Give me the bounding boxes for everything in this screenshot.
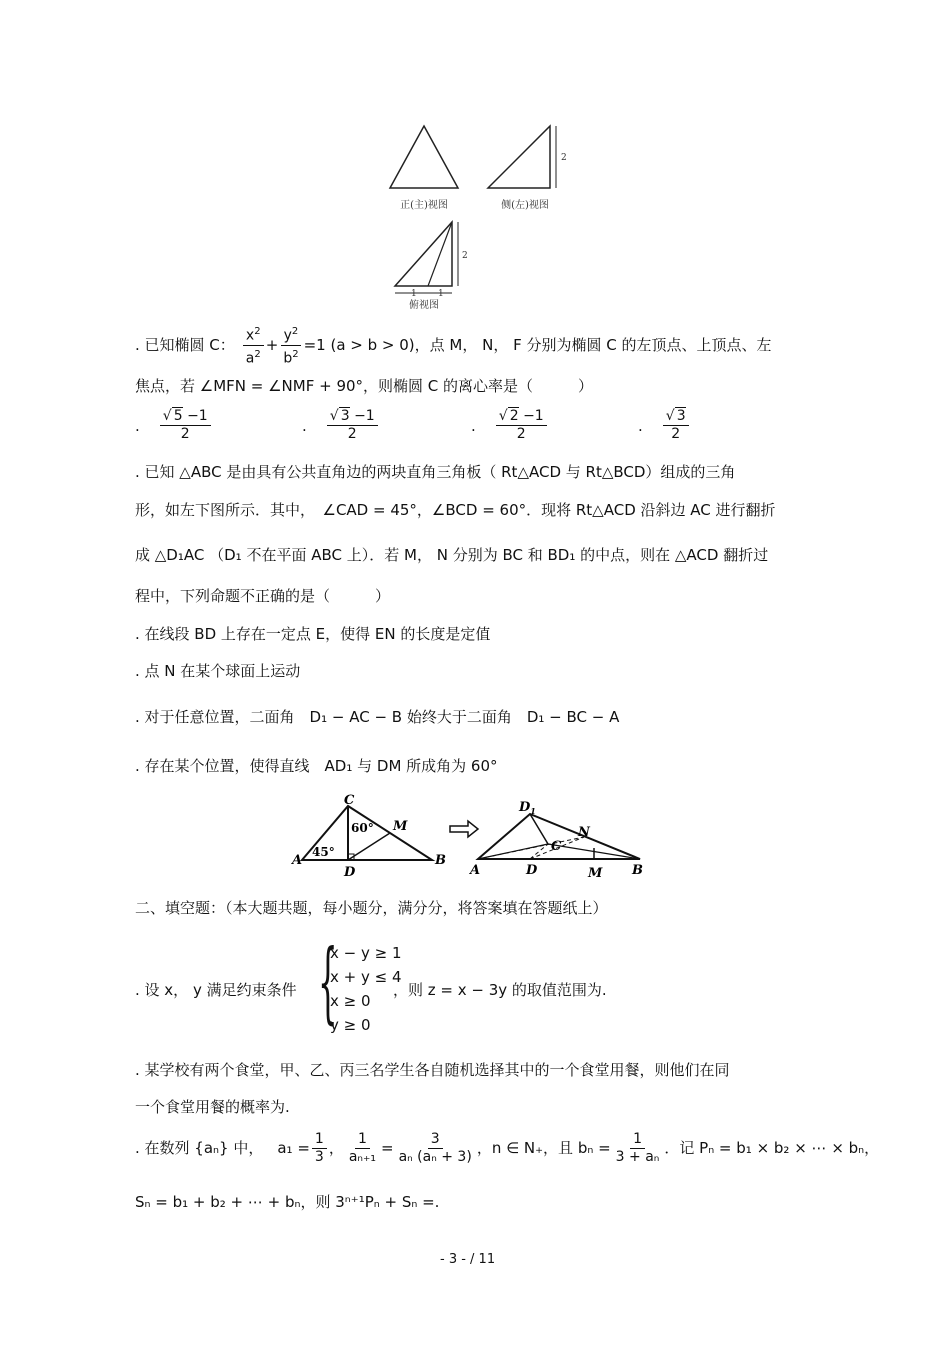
ellipse-question-line1 xyxy=(135,325,772,367)
fold-question-line4: 程中，下列命题不正确的是（ ） xyxy=(135,587,391,605)
ellipse-question-lead: . 已知椭圆 C： xyxy=(135,336,235,354)
label-b: B xyxy=(435,853,446,868)
label-a2: A xyxy=(470,863,481,878)
label-c2: C xyxy=(551,839,562,854)
sequence-lead: . 在数列 {aₙ} 中， xyxy=(135,1139,264,1157)
sequence-question-line2: Sₙ = b₁ + b₂ + ⋯ + bₙ，则 3ⁿ⁺¹Pₙ + Sₙ =. xyxy=(135,1193,440,1211)
label-n2: N xyxy=(578,825,590,840)
top-view-right-dimension: 1 xyxy=(438,289,444,299)
sequence-tail: ．记 Pₙ = b₁ × b₂ × ⋯ × bₙ， xyxy=(664,1139,880,1157)
section-2-heading: 二、填空题：（本大题共题，每小题分，满分分，将答案填在答题纸上） xyxy=(135,899,608,917)
top-view-vertical-dimension: 2 xyxy=(462,251,468,261)
folding-figure xyxy=(290,792,660,882)
angle-60-label: 60° xyxy=(351,821,374,835)
fold-option-a: . 在线段 BD 上存在一定点 E，使得 EN 的长度是定值 xyxy=(135,625,491,643)
side-view-label: 侧(左)视图 xyxy=(501,200,549,211)
constraint-2: x + y ≤ 4 xyxy=(330,968,402,986)
label-b2: B xyxy=(632,863,643,878)
front-view-label: 正(主)视图 xyxy=(400,200,448,211)
fold-question-line1: . 已知 △ABC 是由具有公共直角边的两块直角三角板（ Rt△ACD 与 Rt△BCD）组成的三角 xyxy=(135,463,736,481)
sequence-question-line1: . 在数列 {aₙ} 中， a₁ = $\frac{1}{3}$ ， $\frac{1}{\text{aₙ₊₁}}$ = $\frac{3}{\text{aₙ (aₙ + 3)}}$ ，n ∈ N₊，且 bₙ = $\frac{1}{\text{3 + aₙ}}$ ．记 Pₙ = b₁ × b₂ × ⋯ × bₙ， xyxy=(135,1130,880,1165)
fold-option-c: . 对于任意位置，二面角 D₁ − AC − B 始终大于二面角 D₁ − BC − A xyxy=(135,708,620,726)
canteen-question-line2: 一个食堂用餐的概率为. xyxy=(135,1098,290,1116)
side-view-triangle xyxy=(488,126,550,188)
constraint-4: y ≥ 0 xyxy=(330,1016,371,1034)
ellipse-question-line2: 焦点，若 ∠MFN = ∠NMF + 90°，则椭圆 C 的离心率是（ ） xyxy=(135,377,594,395)
recip-a-n-plus-1: $\frac{1}{\text{aₙ₊₁}}$ xyxy=(348,1130,376,1165)
constraint-1: x − y ≥ 1 xyxy=(330,944,402,962)
fold-question-line3: 成 △D₁AC （D₁ 不在平面 ABC 上）．若 M， N 分别为 BC 和 BD₁ 的中点，则在 △ACD 翻折过 xyxy=(135,546,769,564)
a1-label: a₁ = xyxy=(277,1139,310,1157)
ellipse-option-c: . $\frac{√ 2 -1}{2}$ xyxy=(471,408,549,443)
y-squared-over-b-squared: $\frac{y^2}{b^2}$ xyxy=(280,323,301,367)
ellipse-option-d: . $\frac{√ 3}{2}$ xyxy=(638,408,691,443)
angle-45-label: 45° xyxy=(312,845,335,859)
side-view-dimension: 2 xyxy=(561,153,567,163)
label-m2: M xyxy=(588,866,603,881)
linear-question-tail: ，则 z = x − 3y 的取值范围为. xyxy=(393,981,607,999)
ellipse-option-a: . $\frac{√ 5 -1}{2}$ xyxy=(135,408,213,443)
plus-sign: + xyxy=(265,336,279,354)
fold-question-line2: 形，如左下图所示．其中， ∠CAD = 45°，∠BCD = 60°．现将 Rt△ACD 沿斜边 AC 进行翻折 xyxy=(135,501,776,519)
label-c: C xyxy=(344,793,355,808)
label-d2: D xyxy=(526,863,538,878)
front-view-triangle xyxy=(390,126,458,188)
b-n-def: $\frac{1}{\text{3 + aₙ}}$ xyxy=(615,1130,660,1165)
label-m: M xyxy=(393,819,408,834)
fold-option-d: . 存在某个位置，使得直线 AD₁ 与 DM 所成角为 60° xyxy=(135,757,498,775)
linear-question-lead: . 设 x， y 满足约束条件 xyxy=(135,981,297,999)
label-d1: $D_1$ xyxy=(519,800,536,816)
constraint-brace: { xyxy=(318,930,338,1033)
top-view-left-dimension: 1 xyxy=(411,289,417,299)
label-d: D xyxy=(344,865,356,880)
three-view-figure xyxy=(380,118,580,313)
x-squared-over-a-squared: $\frac{x^2}{a^2}$ xyxy=(243,323,264,367)
ellipse-option-b: . $\frac{√ 3 -1}{2}$ xyxy=(302,408,380,443)
page-number: - 3 - / 11 xyxy=(440,1252,496,1267)
fold-option-b: . 点 N 在某个球面上运动 xyxy=(135,662,301,680)
recurrence-rhs: $\frac{3}{\text{aₙ (aₙ + 3)}}$ xyxy=(398,1130,472,1165)
n-in-naturals: ，n ∈ N₊，且 bₙ = xyxy=(476,1139,611,1157)
top-view-label: 俯视图 xyxy=(409,300,439,311)
top-view-triangle xyxy=(395,222,452,286)
arrow-icon xyxy=(450,821,478,837)
ellipse-question-rest: =1 (a > b > 0)，点 M， N， F 分别为椭圆 C 的左顶点、上顶点、左 xyxy=(303,336,772,354)
canteen-question-line1: . 某学校有两个食堂，甲、乙、丙三名学生各自随机选择其中的一个食堂用餐，则他们在同 xyxy=(135,1061,730,1079)
constraint-3: x ≥ 0 xyxy=(330,992,371,1010)
a1-value: $\frac{1}{3}$ xyxy=(312,1131,327,1166)
label-a: A xyxy=(292,853,303,868)
